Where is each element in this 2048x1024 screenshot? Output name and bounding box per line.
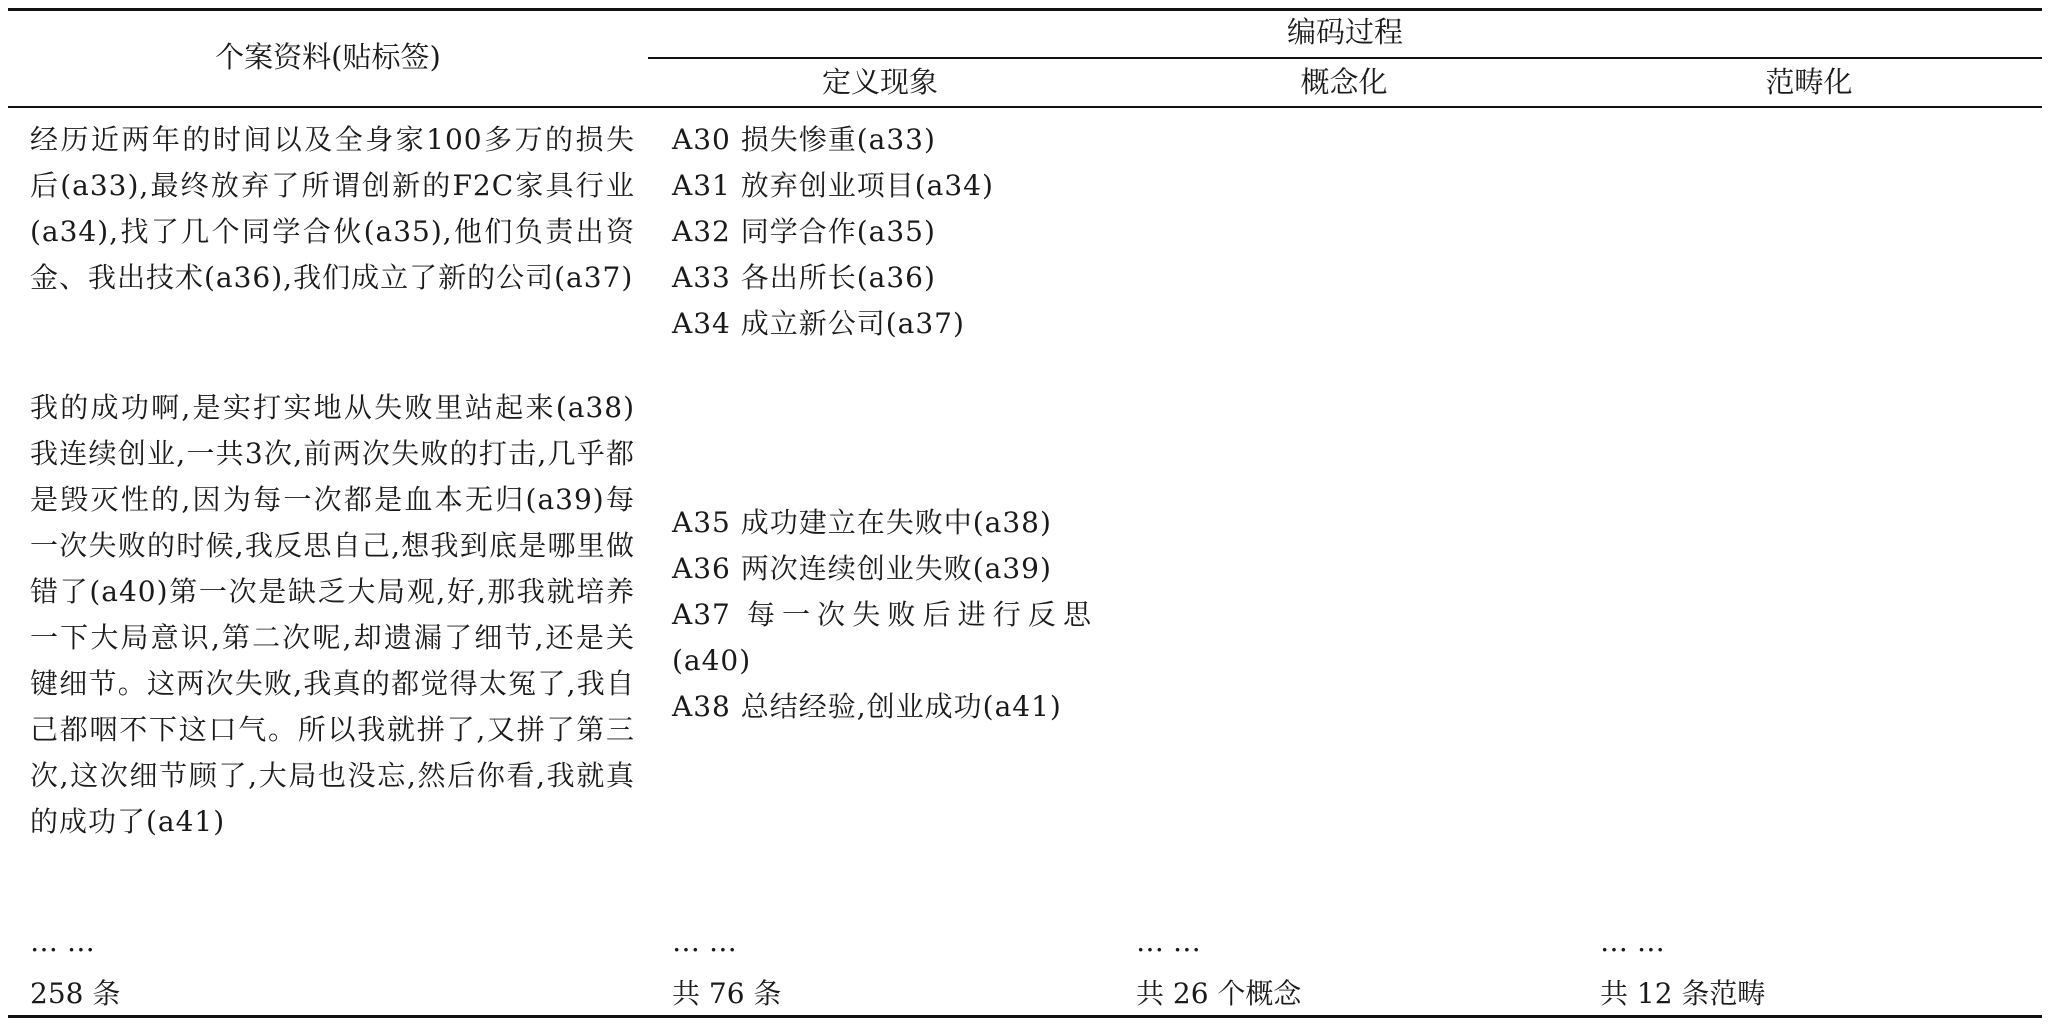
header-conceptualize: 概念化 [1300, 65, 1388, 99]
total-case: 258 条 [30, 977, 121, 1010]
define-phenomenon-cell [672, 500, 1092, 730]
ellipsis-concept: … … [1136, 925, 1201, 958]
ellipsis-define: … … [672, 925, 737, 958]
total-category: 共 12 条范畴 [1600, 977, 1766, 1010]
ellipsis-case: … … [30, 925, 95, 958]
header-bottom-rule [8, 106, 2042, 108]
header-categorize: 范畴化 [1765, 65, 1853, 99]
phenomenon-item: A34 成立新公司(a37) [672, 307, 965, 340]
phenomenon-item: A33 各出所长(a36) [672, 261, 936, 294]
phenomenon-item: A35 成功建立在失败中(a38) [672, 506, 1052, 539]
case-cell [30, 117, 635, 301]
phenomenon-item: A37 每一次失败后进行反思(a40) [672, 598, 1092, 677]
total-concept: 共 26 个概念 [1136, 977, 1302, 1010]
phenomenon-item: A36 两次连续创业失败(a39) [672, 552, 1052, 585]
header-coding-process: 编码过程 [1286, 15, 1403, 49]
phenomenon-item: A38 总结经验,创业成功(a41) [672, 690, 1062, 723]
case-cell [30, 385, 635, 845]
phenomenon-item: A30 损失惨重(a33) [672, 123, 936, 156]
ellipsis-category: … … [1600, 925, 1665, 958]
phenomenon-item: A32 同学合作(a35) [672, 215, 936, 248]
table-bottom-rule [8, 1015, 2042, 1018]
total-define: 共 76 条 [672, 977, 782, 1010]
table-top-rule [8, 8, 2042, 11]
header-define-phenomenon: 定义现象 [821, 65, 938, 99]
case-paragraph: 我的成功啊,是实打实地从失败里站起来(a38)我连续创业,一共3次,前两次失败的打击,几乎都是毁灭性的,因为每一次都是血本无归(a39)每一次失败的时候,我反思自己,想我到底是哪里做错了(a40)第一次是缺乏大局观,好,那我就培养一下大局意识,第二次呢,却遗漏了细节,还是关键细节。这两次失败,我真的都觉得太冤了,我自己都咽不下这口气。所以我就拼了,又拼了第三次,这次细节顾了,大局也没忘,然后你看,我就真的成功了(a41) [30, 391, 635, 838]
header-case-material: 个案资料(贴标签) [215, 40, 441, 74]
define-phenomenon-cell [672, 117, 1092, 347]
case-paragraph: 经历近两年的时间以及全身家100多万的损失后(a33),最终放弃了所谓创新的F2C家具行业(a34),找了几个同学合伙(a35),他们负责出资金、我出技术(a36),我们成立了新的公司(a37) [30, 123, 635, 294]
coding-process-underline [648, 57, 2042, 59]
phenomenon-item: A31 放弃创业项目(a34) [672, 169, 994, 202]
